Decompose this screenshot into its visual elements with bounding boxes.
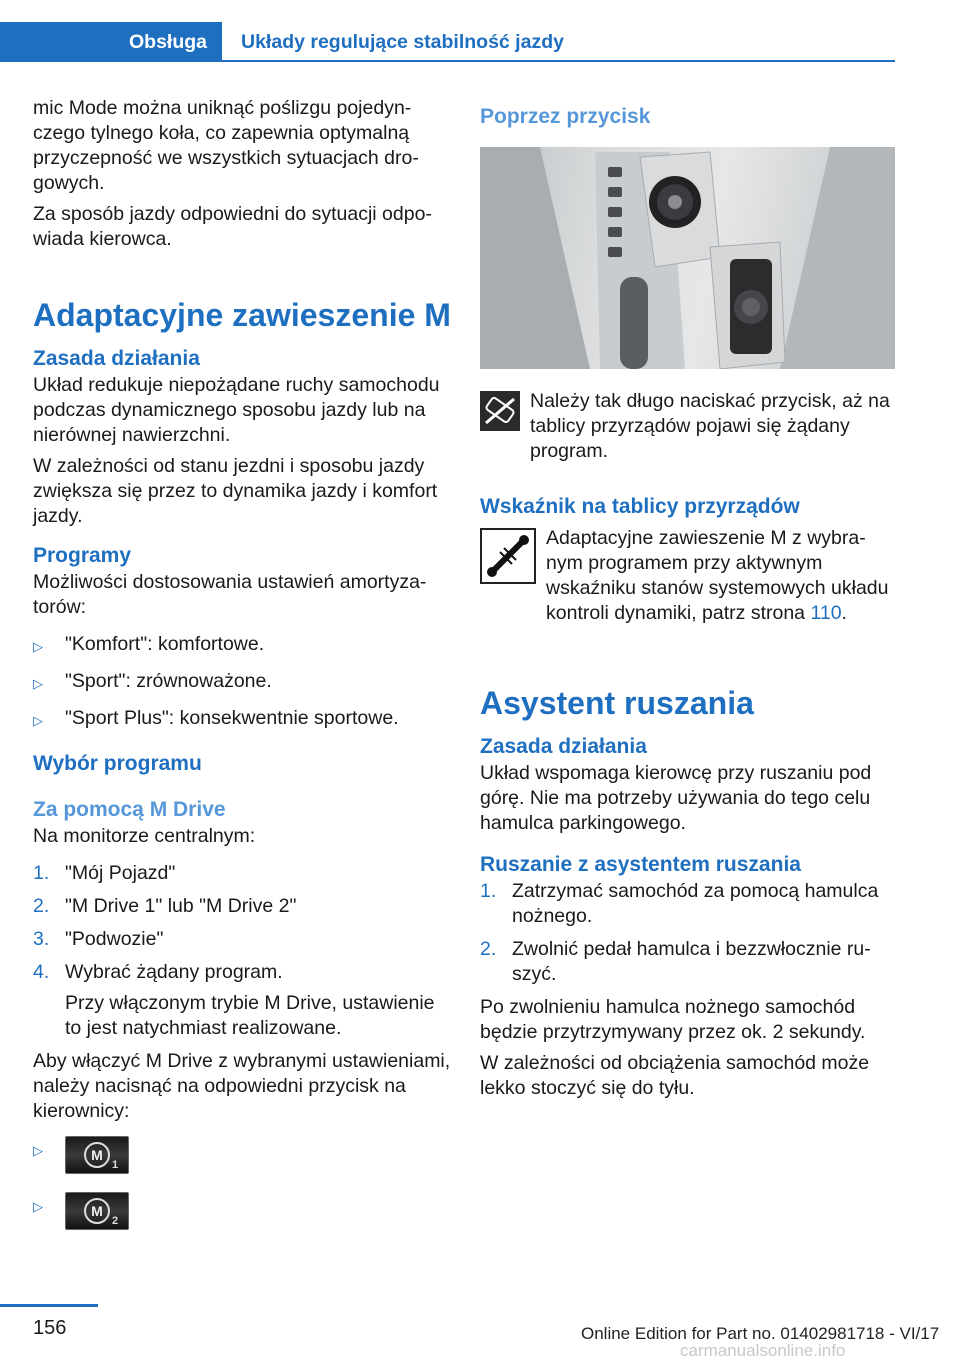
list-item [33,1136,451,1182]
header-rule [222,60,895,62]
page-number: 156 [33,1317,67,1339]
heading-hill-start-assistant: Asystent ruszania [480,685,754,721]
mdrive-steps [33,861,451,1041]
right-column [480,96,895,1107]
principle-paragraph-2: W zależności od stanu jezdni i sposobu jazdy zwiększa się przez to dynamika jazdy i komfort jazdy. [33,455,438,527]
heading-starting: Ruszanie z asystentem ruszania [480,853,801,876]
list-item: 4. Wybrać żądany program. Przy włączonym trybie M Drive, ustawienie to jest natychmiast realizowane. [33,960,451,1041]
edition-text: Online Edition for Part no. 01402981718 - VI/17 [581,1324,940,1343]
m2-button-icon: M 2 [65,1192,129,1230]
starting-steps [480,879,895,987]
heading-m-drive: Za pomocą M Drive [33,798,226,821]
page-header [0,22,895,62]
bullet-triangle-icon: ▷ [33,713,43,728]
list-item: 2. Zwolnić pedał hamulca i bezzwłocznie ruszyć. [480,938,871,985]
bullet-triangle-icon: ▷ [33,676,43,691]
footer-rule [0,1304,98,1307]
heading-principle: Zasada działania [33,347,200,370]
center-console-photo [480,147,895,369]
mdrive-paragraph-2: Aby włączyć M Drive z wybranymi ustawieniami, należy nacisnąć na odpowiedni przycisk na kierownicy: [33,1050,451,1122]
intro-paragraph-1: mic Mode można uniknąć poślizgu pojedynczego tylnego koła, co zapewnia optymalną przyczepność we wszystkich sytuacjach drogowych. [33,97,419,194]
intro-paragraph-2: Za sposób jazdy odpowiedni do sytuacji odpowiada kierowca. [33,203,432,250]
heading-adaptive-suspension: Adaptacyjne zawieszenie M [33,297,451,333]
programs-list [33,632,451,731]
indicator-text: Adaptacyjne zawieszenie M z wybranym programem przy aktywnym wskaźniku stanów systemowych układu kontroli dynamiki, patrz strona [546,527,889,624]
section-tab[interactable]: Obsługa [0,22,222,62]
shock-absorber-icon [480,528,536,584]
list-item: ▷ "Komfort": komfortowe. [33,632,451,657]
mdrive-paragraph: Na monitorze centralnym: [33,825,256,847]
list-item: 1. "Mój Pojazd" [33,862,176,884]
m1-button-icon: M 1 [65,1136,129,1174]
heading-via-button: Poprzez przycisk [480,105,651,128]
assistant-paragraph: Układ wspomaga kierowcę przy ruszaniu pod górę. Nie ma potrzeby używania do tego celu hamulca parkingowego. [480,762,872,834]
button-note: Należy tak długo naciskać przycisk, aż na tablicy przyrządów pojawi się żądany program. [480,389,895,464]
chapter-title[interactable]: Układy regulujące stabilność jazdy [241,31,564,53]
heading-programs: Programy [33,544,132,567]
heading-principle-2: Zasada działania [480,735,647,758]
starting-paragraph-2: W zależności od obciążenia samochód może lekko stoczyć się do tyłu. [480,1052,870,1099]
heading-program-selection: Wybór programu [33,752,202,775]
bullet-triangle-icon: ▷ [33,639,43,654]
step-4-note: Przy włączonym trybie M Drive, ustawienie to jest natychmiast realizowane. [65,992,435,1039]
list-item: 1. Zatrzymać samochód za pomocą hamulca nożnego. [480,880,879,927]
principle-paragraph-1: Układ redukuje niepożądane ruchy samochodu podczas dynamicznego sposobu jazdy lub na nierównej nawierzchni. [33,374,440,446]
watermark: carmanualsonline.info [680,1341,846,1360]
bullet-triangle-icon: ▷ [33,1143,43,1158]
left-column [33,96,451,1248]
indicator-note: Adaptacyjne zawieszenie M z wybranym programem przy aktywnym wskaźniku stanów systemowych układu kontroli dynamiki, patrz strona 110. [480,526,895,626]
bullet-triangle-icon: ▷ [33,1199,43,1214]
list-item: 3. "Podwozie" [33,928,164,950]
suspension-button-icon [480,391,520,431]
starting-paragraph-1: Po zwolnieniu hamulca nożnego samochód będzie przytrzymywany przez ok. 2 sekundy. [480,996,866,1043]
list-item: ▷ "Sport": zrównoważone. [33,669,451,694]
heading-indicator: Wskaźnik na tablicy przyrządów [480,495,800,518]
console-illustration [480,147,895,369]
list-item [33,1192,451,1238]
list-item: ▷ "Sport Plus": konsekwentnie sportowe. [33,706,451,731]
list-item: 2. "M Drive 1" lub "M Drive 2" [33,895,297,917]
programs-paragraph: Możliwości dostosowania ustawień amortyzatorów: [33,571,427,618]
page-link-110[interactable]: 110 [810,602,842,624]
